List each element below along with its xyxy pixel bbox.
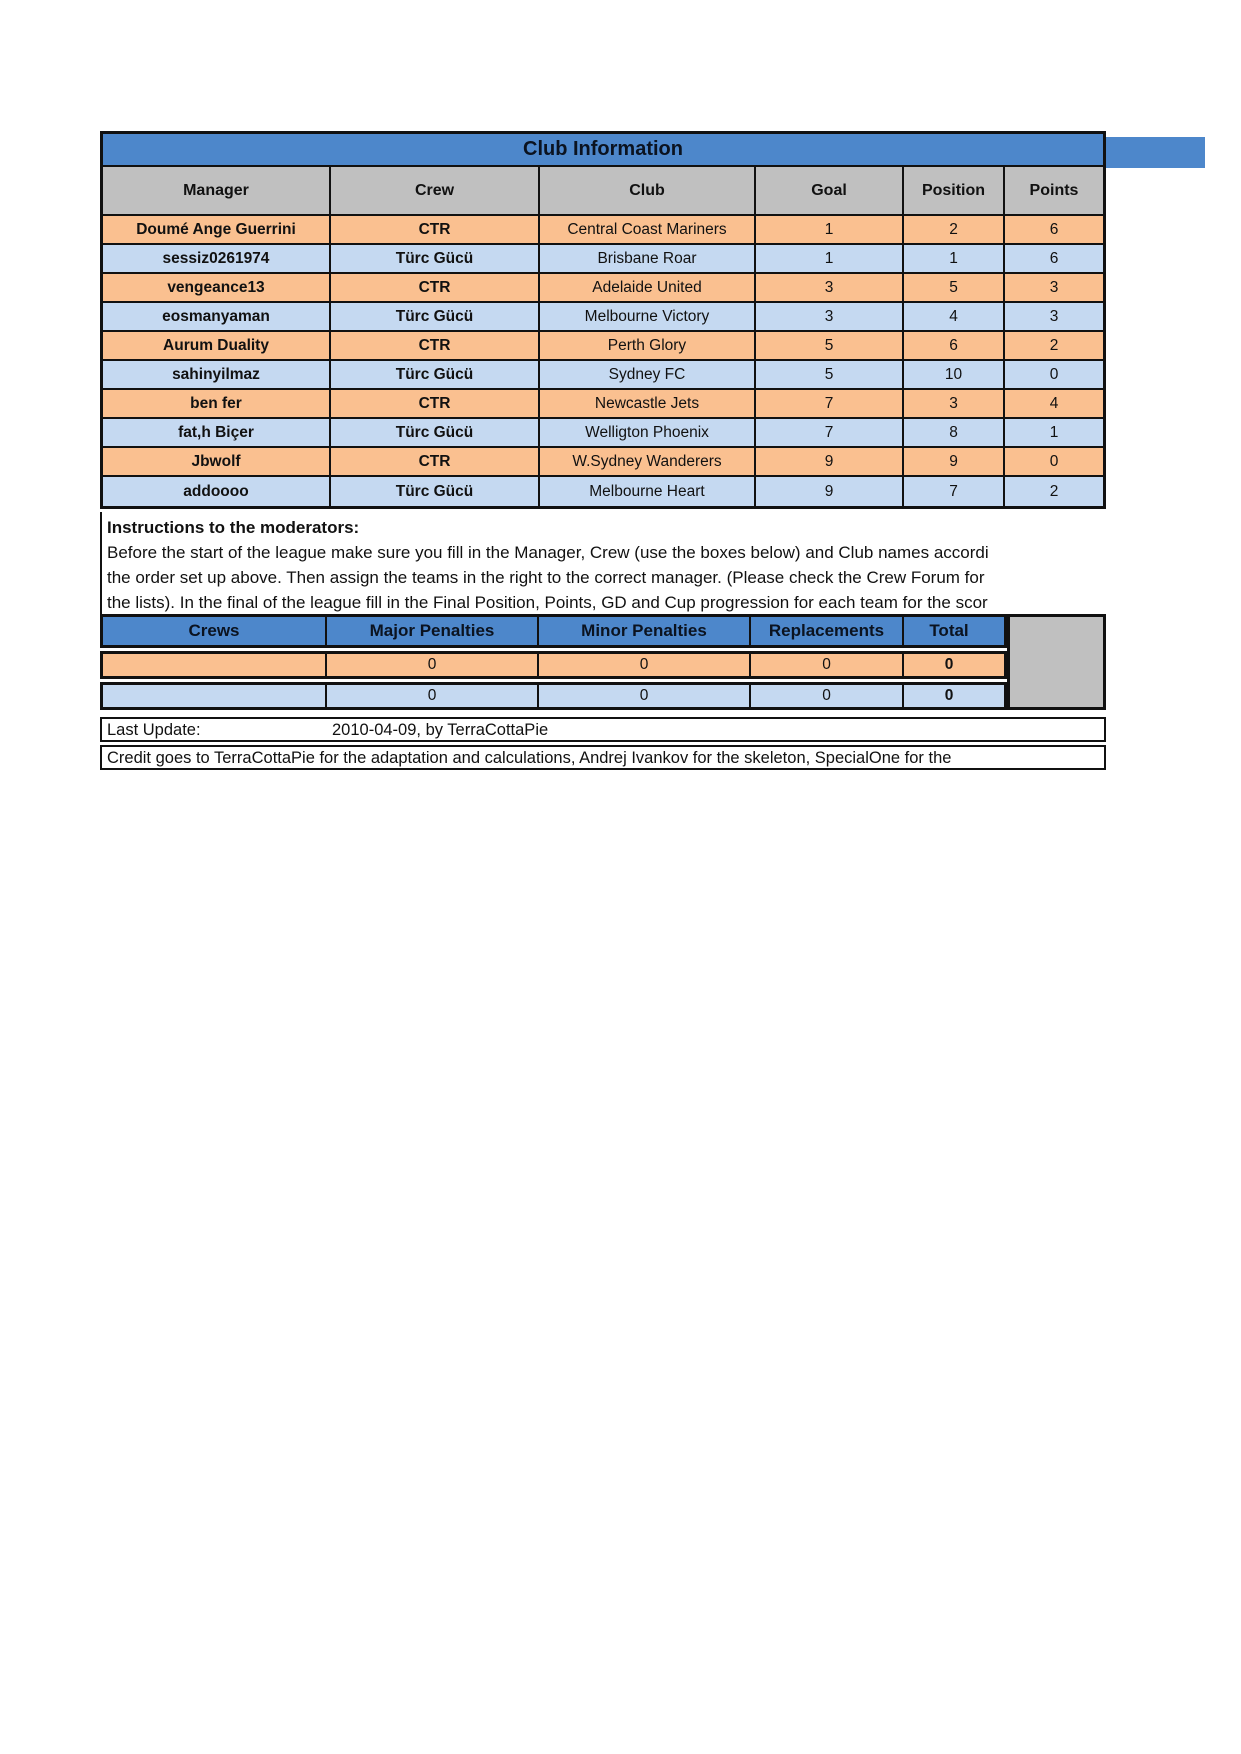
cell-position: 10 bbox=[904, 361, 1005, 388]
header-crew: Crew bbox=[331, 167, 540, 214]
header-total: Total bbox=[929, 621, 969, 640]
table-row bbox=[103, 361, 1103, 390]
header-points: Points bbox=[1029, 181, 1079, 199]
cell-replacements: 0 bbox=[751, 685, 904, 707]
cell-manager: vengeance13 bbox=[103, 274, 331, 301]
cell-points: 3 bbox=[1049, 278, 1059, 296]
cell-major: 0 bbox=[327, 685, 539, 707]
cell-crew: CTR bbox=[331, 448, 540, 475]
cell-points: 2 bbox=[1049, 336, 1059, 354]
instructions-line: Before the start of the league make sure you fill in the Manager, Crew (use the boxes below) and Club names accordi bbox=[107, 543, 989, 562]
cell-crew: CTR bbox=[331, 274, 540, 301]
cell-points: 1 bbox=[1049, 423, 1059, 441]
cell-manager: Doumé Ange Guerrini bbox=[103, 216, 331, 243]
cell-goal: 1 bbox=[756, 216, 904, 243]
cell-crew: Türc Gücü bbox=[331, 303, 540, 330]
cell-manager: sahinyilmaz bbox=[103, 361, 331, 388]
cell-club: Central Coast Mariners bbox=[540, 216, 756, 243]
table-row bbox=[103, 448, 1103, 477]
cell-minor: 0 bbox=[539, 654, 751, 676]
cell-minor: 0 bbox=[539, 685, 751, 707]
cell-club: Newcastle Jets bbox=[540, 390, 756, 417]
cell-goal: 9 bbox=[756, 448, 904, 475]
table-row bbox=[103, 303, 1103, 332]
cell-club: W.Sydney Wanderers bbox=[540, 448, 756, 475]
cell-points: 0 bbox=[1049, 452, 1059, 470]
cell-crew-name bbox=[103, 654, 327, 676]
cell-position: 2 bbox=[904, 216, 1005, 243]
penalties-header bbox=[100, 614, 1007, 648]
table-row bbox=[103, 419, 1103, 448]
cell-points: 3 bbox=[1049, 307, 1059, 325]
last-update-value: 2010-04-09, by TerraCottaPie bbox=[332, 721, 549, 739]
cell-goal: 9 bbox=[756, 477, 904, 506]
cell-crew: CTR bbox=[331, 216, 540, 243]
title-bar-extension bbox=[1106, 137, 1205, 168]
cell-manager: eosmanyaman bbox=[103, 303, 331, 330]
header-minor-penalties: Minor Penalties bbox=[539, 617, 751, 645]
instructions-line: the order set up above. Then assign the teams in the right to the correct manager. (Please check the Crew Forum for bbox=[107, 568, 985, 587]
cell-points: 0 bbox=[1049, 365, 1059, 383]
cell-crew: Türc Gücü bbox=[331, 361, 540, 388]
cell-position: 1 bbox=[904, 245, 1005, 272]
cell-manager: sessiz0261974 bbox=[103, 245, 331, 272]
cell-manager: addoooo bbox=[103, 477, 331, 506]
cell-crew: CTR bbox=[331, 332, 540, 359]
page-title: Club Information bbox=[103, 134, 1103, 167]
instructions-heading: Instructions to the moderators: bbox=[107, 518, 360, 537]
cell-club: Brisbane Roar bbox=[540, 245, 756, 272]
header-major-penalties: Major Penalties bbox=[327, 617, 539, 645]
cell-replacements: 0 bbox=[751, 654, 904, 676]
cell-points: 6 bbox=[1049, 249, 1059, 267]
cell-crew: Türc Gücü bbox=[331, 245, 540, 272]
table-row bbox=[103, 390, 1103, 419]
cell-points: 4 bbox=[1049, 394, 1059, 412]
cell-major: 0 bbox=[327, 654, 539, 676]
cell-crew-name bbox=[103, 685, 327, 707]
header-manager: Manager bbox=[103, 167, 331, 214]
penalties-side-box bbox=[1007, 614, 1106, 710]
cell-club: Welligton Phoenix bbox=[540, 419, 756, 446]
crew-penalties-table bbox=[100, 614, 1106, 710]
cell-position: 5 bbox=[904, 274, 1005, 301]
cell-club: Melbourne Victory bbox=[540, 303, 756, 330]
header-goal: Goal bbox=[756, 167, 904, 214]
cell-position: 4 bbox=[904, 303, 1005, 330]
table-row bbox=[103, 245, 1103, 274]
cell-total: 0 bbox=[944, 656, 954, 673]
cell-crew: Türc Gücü bbox=[331, 477, 540, 506]
header-club: Club bbox=[540, 167, 756, 214]
cell-position: 3 bbox=[904, 390, 1005, 417]
cell-position: 6 bbox=[904, 332, 1005, 359]
penalties-row bbox=[100, 651, 1007, 679]
cell-goal: 7 bbox=[756, 419, 904, 446]
cell-position: 8 bbox=[904, 419, 1005, 446]
header-crews: Crews bbox=[103, 617, 327, 645]
header-replacements: Replacements bbox=[751, 617, 904, 645]
cell-position: 7 bbox=[904, 477, 1005, 506]
cell-goal: 7 bbox=[756, 390, 904, 417]
cell-manager: ben fer bbox=[103, 390, 331, 417]
header-position: Position bbox=[904, 167, 1005, 214]
table-row bbox=[103, 274, 1103, 303]
cell-points: 6 bbox=[1049, 220, 1059, 238]
cell-club: Perth Glory bbox=[540, 332, 756, 359]
last-update-label: Last Update: bbox=[107, 721, 201, 739]
cell-crew: Türc Gücü bbox=[331, 419, 540, 446]
table-row bbox=[103, 477, 1103, 506]
table-row bbox=[103, 216, 1103, 245]
last-update-row bbox=[100, 717, 1106, 742]
club-table-header bbox=[103, 167, 1103, 216]
club-information-table bbox=[100, 131, 1106, 509]
credit-row: Credit goes to TerraCottaPie for the adaptation and calculations, Andrej Ivankov for the skeleton, SpecialOne for the bbox=[100, 745, 1106, 770]
table-row bbox=[103, 332, 1103, 361]
moderator-instructions bbox=[100, 512, 1106, 615]
cell-total: 0 bbox=[944, 687, 954, 704]
cell-position: 9 bbox=[904, 448, 1005, 475]
cell-club: Adelaide United bbox=[540, 274, 756, 301]
cell-goal: 5 bbox=[756, 361, 904, 388]
cell-points: 2 bbox=[1049, 482, 1059, 500]
cell-manager: Aurum Duality bbox=[103, 332, 331, 359]
penalties-row bbox=[100, 682, 1007, 710]
cell-goal: 1 bbox=[756, 245, 904, 272]
instructions-line: the lists). In the final of the league fill in the Final Position, Points, GD and Cup progression for each team for the scor bbox=[107, 593, 988, 612]
cell-goal: 3 bbox=[756, 303, 904, 330]
cell-crew: CTR bbox=[331, 390, 540, 417]
cell-club: Sydney FC bbox=[540, 361, 756, 388]
cell-goal: 5 bbox=[756, 332, 904, 359]
cell-manager: Jbwolf bbox=[103, 448, 331, 475]
cell-goal: 3 bbox=[756, 274, 904, 301]
cell-club: Melbourne Heart bbox=[540, 477, 756, 506]
cell-manager: fat,h Biçer bbox=[103, 419, 331, 446]
